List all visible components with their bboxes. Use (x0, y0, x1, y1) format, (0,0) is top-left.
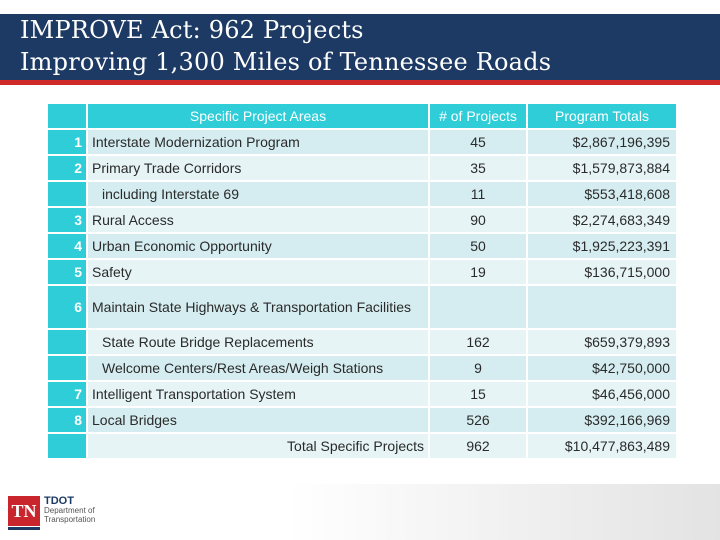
projects-table (46, 102, 678, 460)
row-number: 3 (48, 208, 86, 232)
row-projects: 11 (430, 182, 526, 206)
row-number (48, 182, 86, 206)
table-row (48, 260, 676, 284)
row-total: $392,166,969 (528, 408, 676, 432)
row-number: 8 (48, 408, 86, 432)
table-row (48, 286, 676, 328)
row-projects: 162 (430, 330, 526, 354)
row-number: 7 (48, 382, 86, 406)
row-area: State Route Bridge Replacements (88, 330, 428, 354)
org-sub-1: Department of (44, 506, 95, 515)
row-number: 5 (48, 260, 86, 284)
row-projects: 9 (430, 356, 526, 380)
row-number (48, 356, 86, 380)
table-row (48, 382, 676, 406)
row-number (48, 330, 86, 354)
row-total: $2,274,683,349 (528, 208, 676, 232)
row-projects (430, 286, 526, 328)
row-number: 4 (48, 234, 86, 258)
row-area: Intelligent Transportation System (88, 382, 428, 406)
row-total: $1,925,223,391 (528, 234, 676, 258)
table-row (48, 330, 676, 354)
row-number: 6 (48, 286, 86, 328)
table-header-number (48, 104, 86, 128)
table-header-projects: # of Projects (430, 104, 526, 128)
row-total: $42,750,000 (528, 356, 676, 380)
table-row (48, 182, 676, 206)
row-total: $10,477,863,489 (528, 434, 676, 458)
row-area: Welcome Centers/Rest Areas/Weigh Stations (88, 356, 428, 380)
table-row (48, 356, 676, 380)
title-divider (0, 80, 720, 85)
table-header-row (48, 104, 676, 128)
projects-table-container (48, 102, 678, 460)
row-projects: 45 (430, 130, 526, 154)
row-area: Local Bridges (88, 408, 428, 432)
row-total: $136,715,000 (528, 260, 676, 284)
row-area: Maintain State Highways & Transportation Facilities (88, 286, 428, 328)
table-row (48, 156, 676, 180)
row-projects: 526 (430, 408, 526, 432)
row-area: Interstate Modernization Program (88, 130, 428, 154)
title-bar (0, 14, 720, 80)
table-total-row (48, 434, 676, 458)
row-projects: 962 (430, 434, 526, 458)
row-projects: 50 (430, 234, 526, 258)
tdot-logo-text (44, 496, 95, 524)
table-header-totals: Program Totals (528, 104, 676, 128)
logo-underline (8, 527, 40, 530)
row-projects: 15 (430, 382, 526, 406)
row-area: Safety (88, 260, 428, 284)
row-total: $1,579,873,884 (528, 156, 676, 180)
row-total: $553,418,608 (528, 182, 676, 206)
row-area: Urban Economic Opportunity (88, 234, 428, 258)
org-sub-2: Transportation (44, 515, 96, 524)
row-total: $46,456,000 (528, 382, 676, 406)
table-row (48, 130, 676, 154)
row-total (528, 286, 676, 328)
row-number: 2 (48, 156, 86, 180)
row-projects: 19 (430, 260, 526, 284)
slide-title-line-2: Improving 1,300 Miles of Tennessee Roads (20, 48, 552, 76)
table-row (48, 408, 676, 432)
row-area: including Interstate 69 (88, 182, 428, 206)
row-projects: 35 (430, 156, 526, 180)
table-header-area: Specific Project Areas (88, 104, 428, 128)
row-area: Primary Trade Corridors (88, 156, 428, 180)
footer (0, 484, 720, 540)
org-name: TDOT (44, 495, 74, 507)
row-total: $2,867,196,395 (528, 130, 676, 154)
row-number: 1 (48, 130, 86, 154)
slide-title-line-1: IMPROVE Act: 962 Projects (20, 16, 364, 44)
row-total: $659,379,893 (528, 330, 676, 354)
row-area: Rural Access (88, 208, 428, 232)
tdot-logo-mark: TN (8, 496, 40, 526)
row-number (48, 434, 86, 458)
row-area: Total Specific Projects (88, 434, 428, 458)
table-row (48, 208, 676, 232)
row-projects: 90 (430, 208, 526, 232)
table-row (48, 234, 676, 258)
